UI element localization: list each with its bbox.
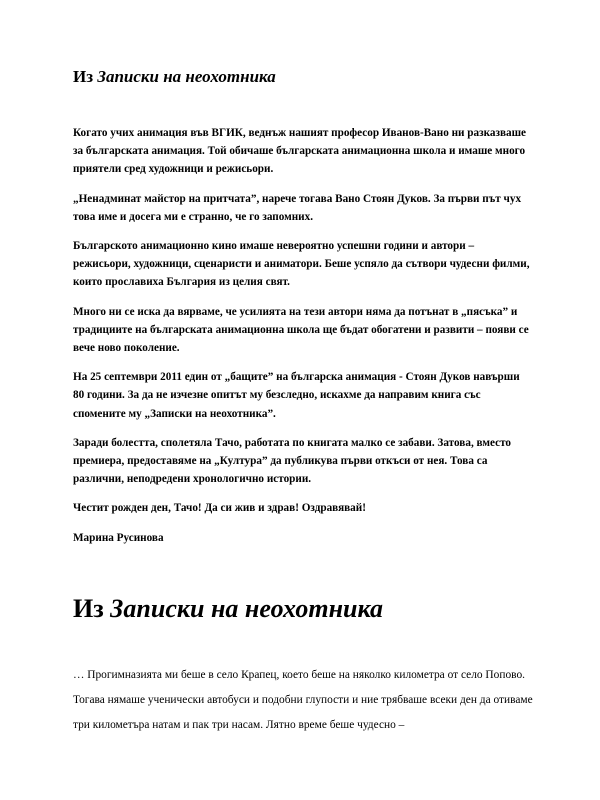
heading-prefix: Из <box>73 594 104 623</box>
heading-italic-title: Записки на неохотника <box>110 594 384 623</box>
intro-section <box>73 124 533 558</box>
story-section <box>73 663 533 738</box>
author-signature: Марина Русинова <box>73 531 164 544</box>
heading-italic-title: Записки на неохотника <box>97 67 276 86</box>
intro-paragraph: Заради болестта, сполетяла Тачо, работата по книгата малко се забави. Затова, вместо премиера, предоставяме на „Култура” да публикува първи откъси от нея. Това са различни, неподредени хронологично истории. <box>73 436 512 486</box>
intro-paragraph: Много ни се иска да вярваме, че усилията на тези автори няма да потънат в „пясъка” и традициите на българската анимационна школа ще бъдат обогатени и развити – появи се вече ново поколение. <box>73 305 529 355</box>
intro-paragraph: Когато учих анимация във ВГИК, веднъж нашият професор Иванов-Вано ни разказваше за българската анимация. Той обичаше българската анимационна школа и имаше много приятели сред художници и режисьори. <box>73 127 527 176</box>
heading-prefix: Из <box>73 67 94 86</box>
page-heading-large <box>73 594 383 624</box>
intro-paragraph: „Ненадминат майстор на притчата”, нарече тогава Вано Стоян Дуков. За първи път чух това име и досега ми е странно, че го запомних. <box>73 192 522 223</box>
intro-paragraph: Българското анимационно кино имаше невероятно успешни години и автори – режисьори, художници, сценаристи и аниматори. Беше успяло да сътвори чудесни филми, които прославиха България из целия свят. <box>73 240 530 289</box>
intro-paragraph: Честит рожден ден, Тачо! Да си жив и здрав! Оздравявай! <box>73 502 366 515</box>
story-paragraph: … Прогимназията ми беше в село Крапец, което беше на няколко километра от село Попово. Тогава нямаше ученически автобуси и подобни глупости и ние трябваше всеки ден да отиваме три километъра натам и пак три насам. Лятно време беше чудесно – <box>73 669 533 731</box>
page-heading-small <box>73 67 276 87</box>
intro-paragraph: На 25 септември 2011 един от „бащите” на българска анимация - Стоян Дуков навърши 80 години. За да не изчезне опитът му безследно, искахме да направим книга със спомените му „Записки на неохотника”. <box>73 371 520 420</box>
